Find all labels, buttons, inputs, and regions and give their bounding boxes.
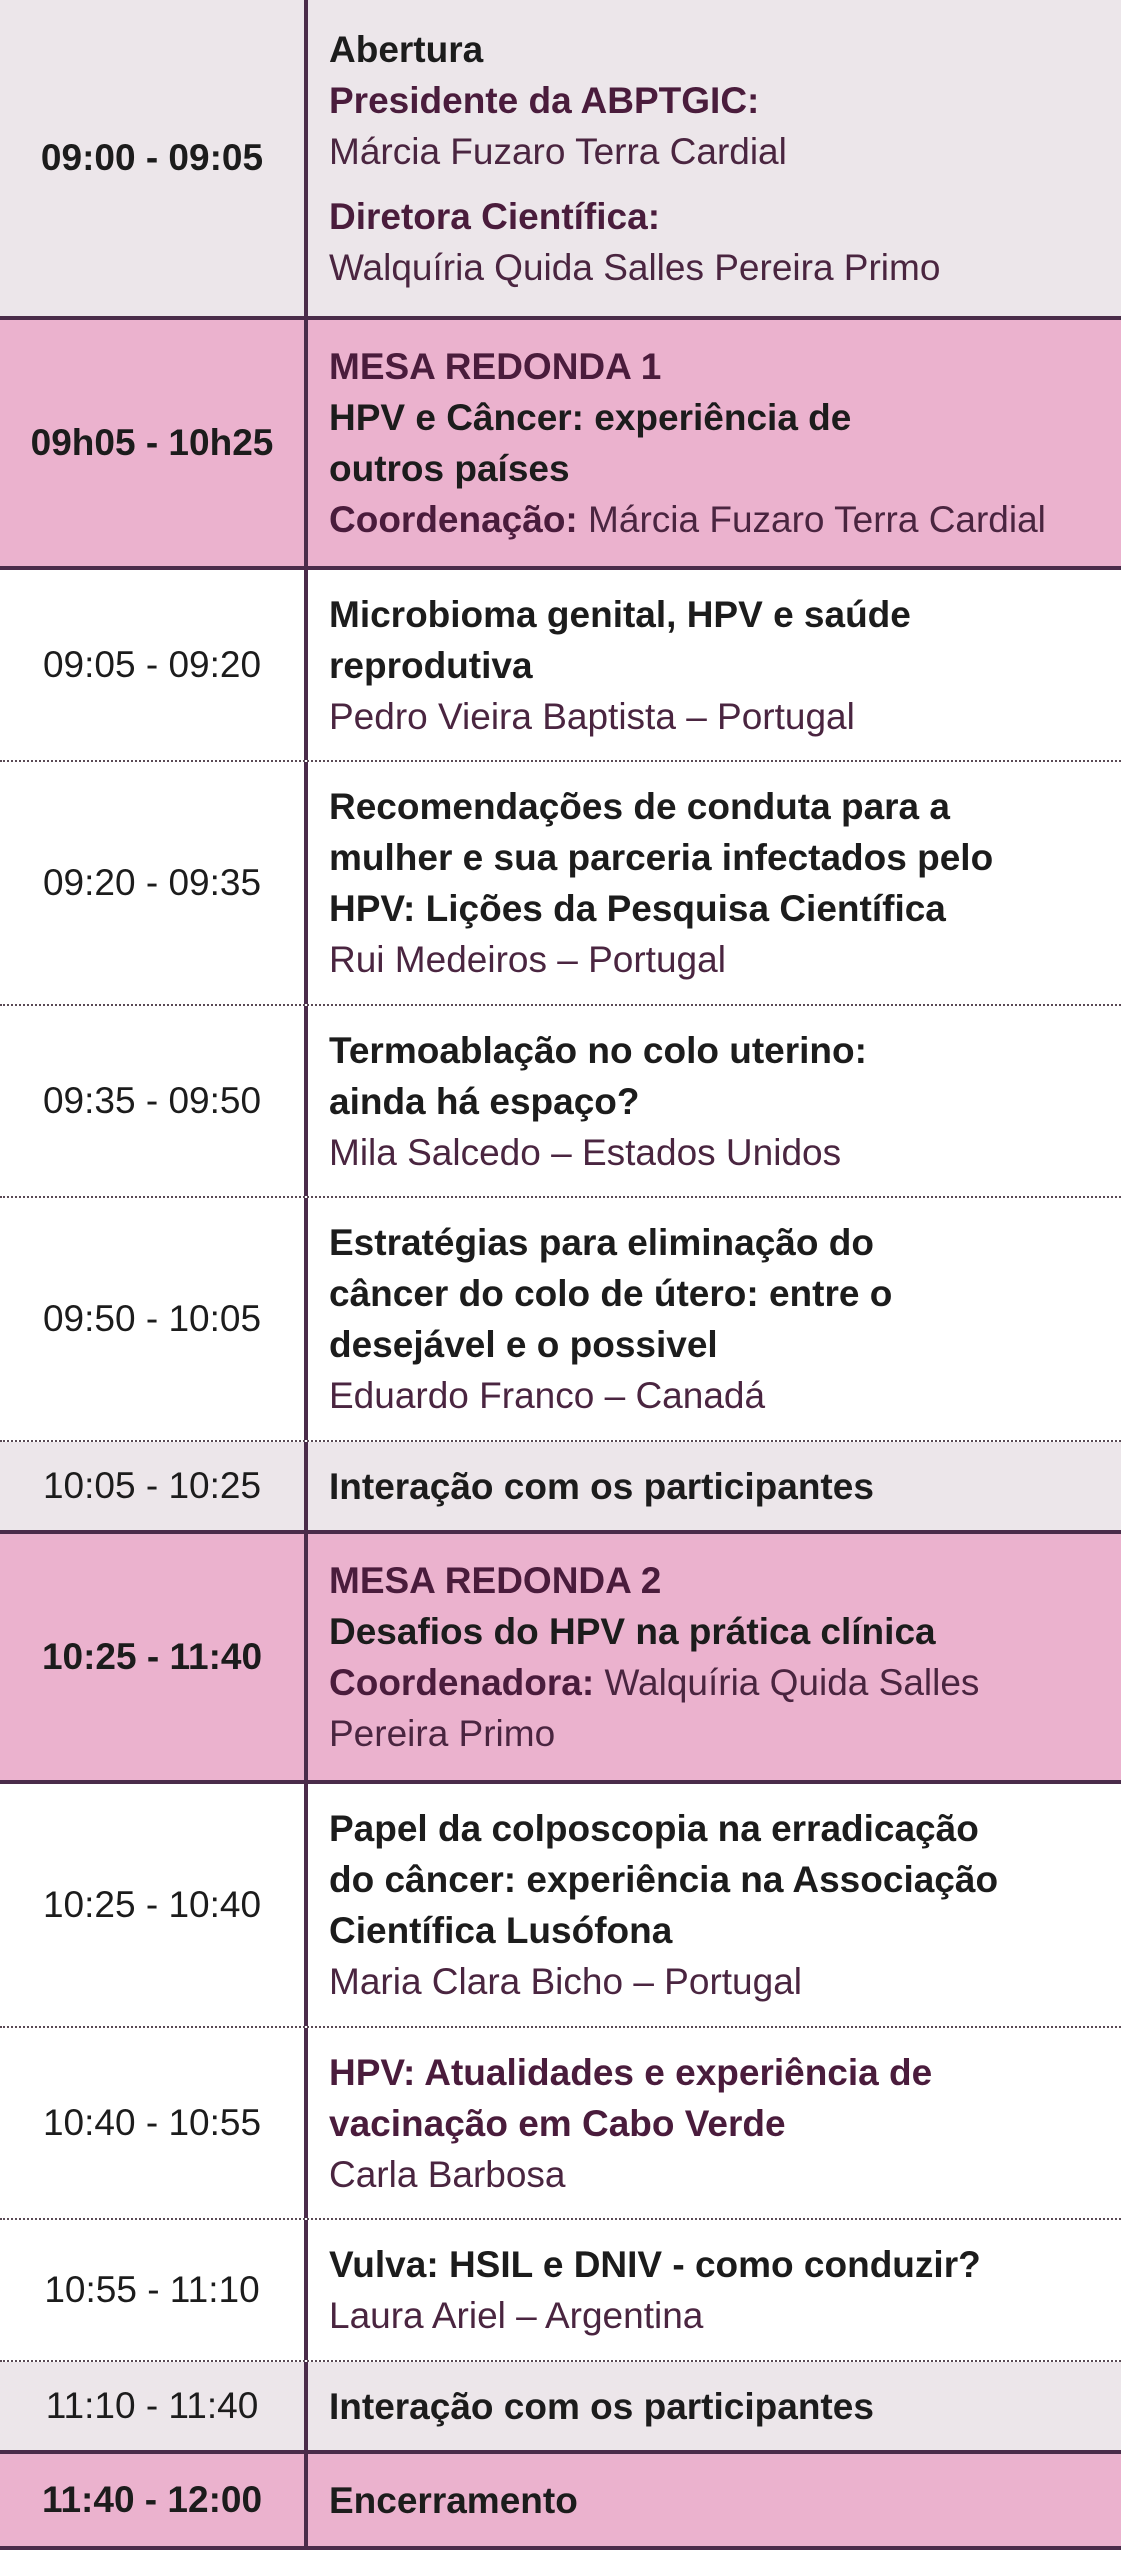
coordination-label: Coordenadora: — [329, 1662, 595, 1703]
schedule-row-talk — [0, 2028, 1121, 2218]
content-cell — [308, 2220, 1121, 2360]
content-cell — [308, 2454, 1121, 2546]
coordinator-name: Walquíria Quida Salles — [604, 1662, 980, 1703]
speaker-name: Laura Ariel – Argentina — [329, 2295, 704, 2336]
person-name: Márcia Fuzaro Terra Cardial — [329, 130, 787, 172]
talk-title: vacinação em Cabo Verde — [329, 2102, 786, 2144]
schedule-row-closing — [0, 2454, 1121, 2546]
time-cell: 11:40 - 12:00 — [0, 2454, 308, 2546]
time-cell: 09:05 - 09:20 — [0, 570, 308, 760]
roundtable-header: MESA REDONDA 1 — [329, 346, 662, 387]
content-cell — [308, 1198, 1121, 1440]
talk-title: Papel da colposcopia na erradicação — [329, 1808, 979, 1849]
speaker-name: Eduardo Franco – Canadá — [329, 1375, 766, 1416]
session-title: HPV e Câncer: experiência de — [329, 397, 852, 438]
talk-title: Recomendações de conduta para a — [329, 786, 950, 827]
roundtable-header: MESA REDONDA 2 — [329, 1560, 662, 1601]
content-cell — [308, 2362, 1121, 2450]
coordinator-name: Pereira Primo — [329, 1713, 556, 1754]
role-label: Diretora Científica: — [329, 195, 661, 237]
time-cell: 09:50 - 10:05 — [0, 1198, 308, 1440]
schedule-row-talk — [0, 1784, 1121, 2026]
row-divider — [0, 2546, 1121, 2550]
talk-title: desejável e o possivel — [329, 1324, 718, 1365]
content-cell — [308, 762, 1121, 1004]
schedule-row-opening — [0, 0, 1121, 316]
time-cell: 09h05 - 10h25 — [0, 320, 308, 566]
session-title: Abertura — [329, 28, 484, 70]
session-title: outros países — [329, 448, 570, 489]
talk-title: Estratégias para eliminação do — [329, 1222, 874, 1263]
content-cell — [308, 1006, 1121, 1196]
time-cell: 10:40 - 10:55 — [0, 2028, 308, 2218]
session-title: Interação com os participantes — [329, 1465, 874, 1507]
content-cell — [308, 1784, 1121, 2026]
coordinator-name: Márcia Fuzaro Terra Cardial — [588, 499, 1046, 540]
time-cell: 09:00 - 09:05 — [0, 0, 308, 316]
talk-title: HPV: Lições da Pesquisa Científica — [329, 888, 946, 929]
session-title: Encerramento — [329, 2479, 578, 2521]
schedule-row-talk — [0, 1198, 1121, 1440]
schedule-row-talk — [0, 1006, 1121, 1196]
talk-title: do câncer: experiência na Associação — [329, 1859, 999, 1900]
person-name: Walquíria Quida Salles Pereira Primo — [329, 246, 941, 288]
talk-title: Científica Lusófona — [329, 1910, 673, 1951]
speaker-name: Mila Salcedo – Estados Unidos — [329, 1131, 842, 1173]
talk-title: Microbioma genital, HPV e saúde — [329, 593, 911, 635]
schedule-row-interaction — [0, 2362, 1121, 2450]
content-cell — [308, 1442, 1121, 1530]
time-cell: 11:10 - 11:40 — [0, 2362, 308, 2450]
speaker-name: Maria Clara Bicho – Portugal — [329, 1961, 802, 2002]
coordination-line — [329, 494, 1113, 545]
talk-title: HPV: Atualidades e experiência de — [329, 2051, 933, 2093]
time-cell: 10:25 - 10:40 — [0, 1784, 308, 2026]
speaker-name: Rui Medeiros – Portugal — [329, 939, 726, 980]
session-title: Desafios do HPV na prática clínica — [329, 1611, 936, 1652]
content-cell — [308, 0, 1121, 316]
talk-title: mulher e sua parceria infectados pelo — [329, 837, 994, 878]
talk-title: câncer do colo de útero: entre o — [329, 1273, 893, 1314]
talk-title: Termoablação no colo uterino: — [329, 1029, 867, 1071]
time-cell: 10:55 - 11:10 — [0, 2220, 308, 2360]
speaker-name: Pedro Vieira Baptista – Portugal — [329, 695, 855, 737]
time-cell: 10:05 - 10:25 — [0, 1442, 308, 1530]
content-cell — [308, 570, 1121, 760]
session-title: Interação com os participantes — [329, 2385, 874, 2427]
content-cell — [308, 2028, 1121, 2218]
talk-title: Vulva: HSIL e DNIV - como conduzir? — [329, 2244, 981, 2285]
speaker-name: Carla Barbosa — [329, 2153, 566, 2195]
talk-title: ainda há espaço? — [329, 1080, 640, 1122]
coordination-label: Coordenação: — [329, 499, 578, 540]
time-cell: 09:35 - 09:50 — [0, 1006, 308, 1196]
content-cell — [308, 1534, 1121, 1780]
schedule-row-roundtable-1 — [0, 320, 1121, 566]
coordination-line — [329, 1657, 1113, 1708]
time-cell: 09:20 - 09:35 — [0, 762, 308, 1004]
schedule-row-interaction — [0, 1442, 1121, 1530]
role-label: Presidente da ABPTGIC: — [329, 79, 760, 121]
schedule-row-talk — [0, 2220, 1121, 2360]
schedule-row-roundtable-2 — [0, 1534, 1121, 1780]
time-cell: 10:25 - 11:40 — [0, 1534, 308, 1780]
schedule-row-talk — [0, 762, 1121, 1004]
talk-title: reprodutiva — [329, 644, 533, 686]
schedule-row-talk — [0, 570, 1121, 760]
content-cell — [308, 320, 1121, 566]
